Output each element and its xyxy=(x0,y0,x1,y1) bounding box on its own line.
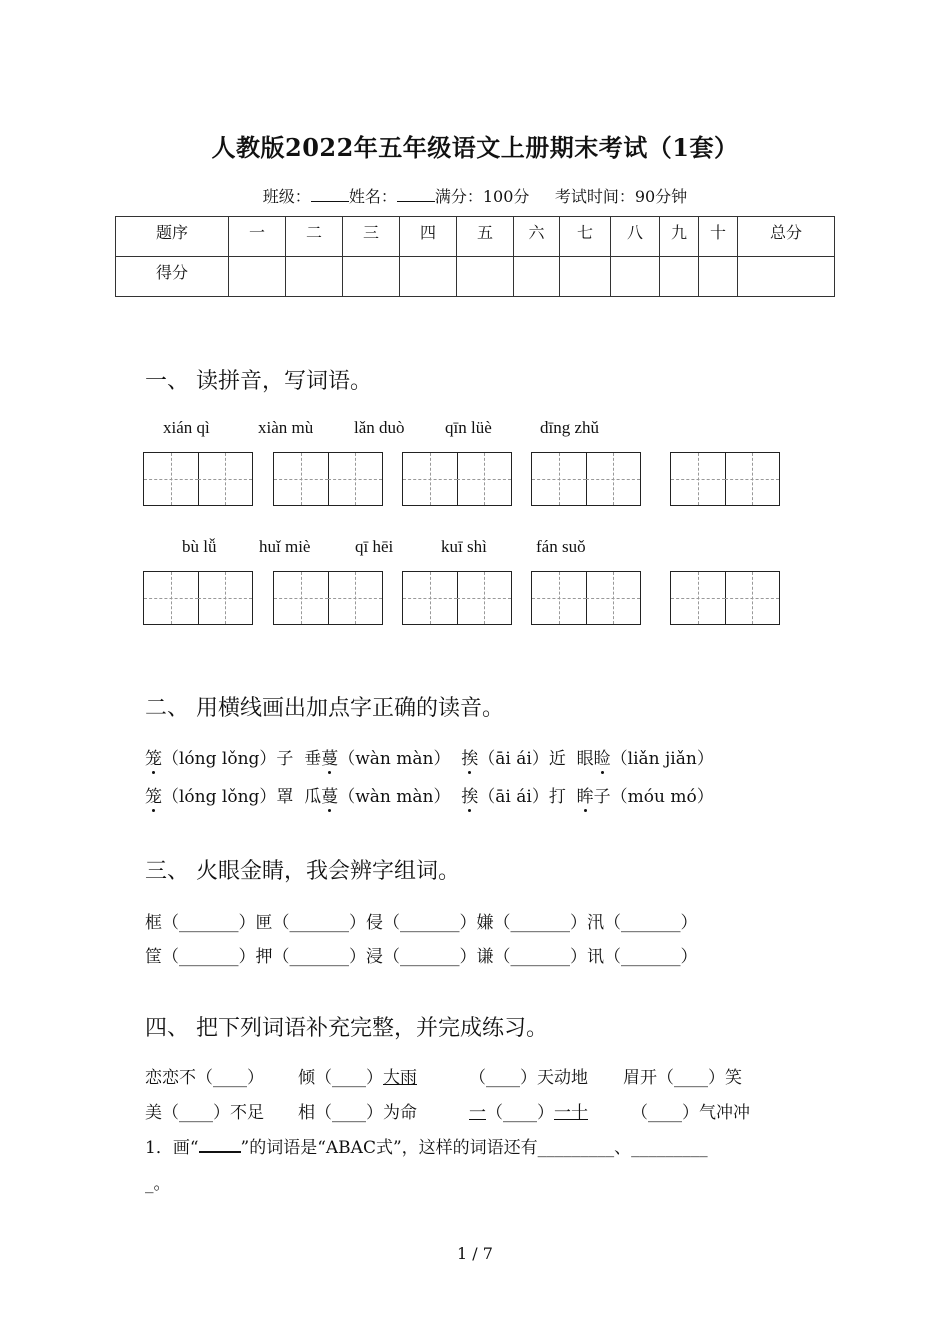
page-number: 1 / 7 xyxy=(457,1244,493,1263)
score-cell[interactable] xyxy=(660,257,699,297)
underlined-part: 一十 xyxy=(554,1103,588,1123)
idiom-item[interactable]: （____）天动地 xyxy=(469,1068,588,1088)
writing-grid[interactable] xyxy=(670,452,780,506)
pinyin-label: dīng zhǔ xyxy=(540,418,600,437)
dotted-char: 挨 xyxy=(461,744,478,769)
reading-options[interactable]: （wàn màn） xyxy=(338,787,451,807)
name-label: 姓名： xyxy=(348,187,397,206)
reading-options[interactable]: （wàn màn） xyxy=(338,749,451,769)
writing-grid[interactable] xyxy=(273,452,383,506)
table-header: 八 xyxy=(611,217,660,257)
exam-time: 考试时间：90分钟 xyxy=(554,187,688,206)
question-text: 1．画“ xyxy=(145,1138,199,1158)
score-cell[interactable] xyxy=(738,257,835,297)
idiom-item[interactable]: 恋恋不（____） xyxy=(145,1068,264,1088)
score-cell[interactable] xyxy=(457,257,514,297)
section-4-heading: 四、 把下列词语补充完整，并完成练习。 xyxy=(145,1016,548,1041)
reading-options[interactable]: （lóng lǒng）罩 xyxy=(162,787,294,807)
dotted-char: 笼 xyxy=(145,782,162,807)
table-header: 二 xyxy=(286,217,343,257)
idiom-item[interactable] xyxy=(298,1063,417,1088)
reading-options[interactable]: （lóng lǒng）子 xyxy=(162,749,294,769)
dotted-char: 蔓 xyxy=(321,782,338,807)
section-2-heading: 二、 用横线画出加点字正确的读音。 xyxy=(145,696,504,721)
class-blank[interactable] xyxy=(311,187,349,202)
word-prefix: 眼 xyxy=(576,749,594,769)
pinyin-label: huǐ miè xyxy=(259,537,311,556)
dotted-char: 眸 xyxy=(577,782,594,807)
score-table xyxy=(115,216,835,297)
dotted-char: 睑 xyxy=(594,744,611,769)
exam-info xyxy=(0,184,950,207)
pinyin-label: qīn lüè xyxy=(445,418,492,437)
idiom-item[interactable]: 相（____）为命 xyxy=(298,1103,417,1123)
table-header: 六 xyxy=(514,217,560,257)
table-header: 总分 xyxy=(738,217,835,257)
reading-options[interactable]: （āi ái）近 xyxy=(478,749,566,769)
idiom-part: （____） xyxy=(486,1103,554,1123)
pinyin-label: fán suǒ xyxy=(536,537,586,556)
idiom-item[interactable]: 眉开（____）笑 xyxy=(623,1068,742,1088)
dotted-char: 笼 xyxy=(145,744,162,769)
question-1-tail: _。 xyxy=(145,1174,171,1194)
reading-row xyxy=(145,782,714,807)
table-header-row xyxy=(116,217,835,257)
table-header: 九 xyxy=(660,217,699,257)
pinyin-label: bù lǚ xyxy=(182,537,217,556)
pinyin-label: kuī shì xyxy=(441,537,487,556)
question-1 xyxy=(145,1133,708,1158)
word-prefix: 瓜 xyxy=(304,787,322,807)
underline-sample xyxy=(199,1139,241,1153)
idiom-part: 倾（____） xyxy=(298,1068,383,1088)
question-text[interactable]: ”的词语是“ABAC式”，这样的词语还有_________、_________ xyxy=(240,1138,708,1158)
pinyin-label: qī hēi xyxy=(355,537,394,556)
reading-row xyxy=(145,744,714,769)
pinyin-label: lǎn duò xyxy=(354,418,405,437)
writing-grid[interactable] xyxy=(402,571,512,625)
writing-grid[interactable] xyxy=(670,571,780,625)
underlined-part: 大雨 xyxy=(383,1068,417,1088)
score-cell[interactable] xyxy=(699,257,738,297)
writing-grid[interactable] xyxy=(273,571,383,625)
row-label: 得分 xyxy=(116,257,229,297)
word-building-row[interactable]: 框（_______）匣（_______）侵（_______）嫌（_______）汛（_______） xyxy=(145,913,698,933)
table-header: 七 xyxy=(560,217,611,257)
table-header: 五 xyxy=(457,217,514,257)
reading-options[interactable]: 子（móu mó） xyxy=(593,787,714,807)
table-header: 四 xyxy=(400,217,457,257)
writing-grid[interactable] xyxy=(531,571,641,625)
score-cell[interactable] xyxy=(343,257,400,297)
idiom-item[interactable] xyxy=(469,1098,588,1123)
reading-options[interactable]: （liǎn jiǎn） xyxy=(610,749,714,769)
page-title: 人教版2022年五年级语文上册期末考试（1套） xyxy=(211,133,739,162)
section-3-heading: 三、 火眼金睛，我会辨字组词。 xyxy=(145,859,460,884)
score-cell[interactable] xyxy=(611,257,660,297)
idiom-item[interactable]: 美（____）不足 xyxy=(145,1103,264,1123)
writing-grid[interactable] xyxy=(143,571,253,625)
score-row xyxy=(116,257,835,297)
table-header: 十 xyxy=(699,217,738,257)
table-header: 一 xyxy=(229,217,286,257)
table-header: 题序 xyxy=(116,217,229,257)
dotted-char: 蔓 xyxy=(321,744,338,769)
reading-options[interactable]: （āi ái）打 xyxy=(478,787,566,807)
writing-grid[interactable] xyxy=(402,452,512,506)
score-cell[interactable] xyxy=(514,257,560,297)
class-label: 班级： xyxy=(262,187,311,206)
full-score: 满分：100分 xyxy=(434,187,530,206)
score-cell[interactable] xyxy=(286,257,343,297)
writing-grid[interactable] xyxy=(531,452,641,506)
score-cell[interactable] xyxy=(229,257,286,297)
section-1-heading: 一、 读拼音，写词语。 xyxy=(145,369,372,394)
writing-grid[interactable] xyxy=(143,452,253,506)
word-building-row[interactable]: 筐（_______）押（_______）浸（_______）谦（_______）讯（_______） xyxy=(145,947,698,967)
name-blank[interactable] xyxy=(397,187,435,202)
table-header: 三 xyxy=(343,217,400,257)
score-cell[interactable] xyxy=(560,257,611,297)
dotted-char: 挨 xyxy=(461,782,478,807)
underlined-part: 一 xyxy=(469,1103,486,1123)
pinyin-label: xiàn mù xyxy=(258,418,314,437)
idiom-item[interactable]: （____）气冲冲 xyxy=(631,1103,750,1123)
pinyin-label: xián qì xyxy=(163,418,210,437)
score-cell[interactable] xyxy=(400,257,457,297)
word-prefix: 垂 xyxy=(304,749,322,769)
